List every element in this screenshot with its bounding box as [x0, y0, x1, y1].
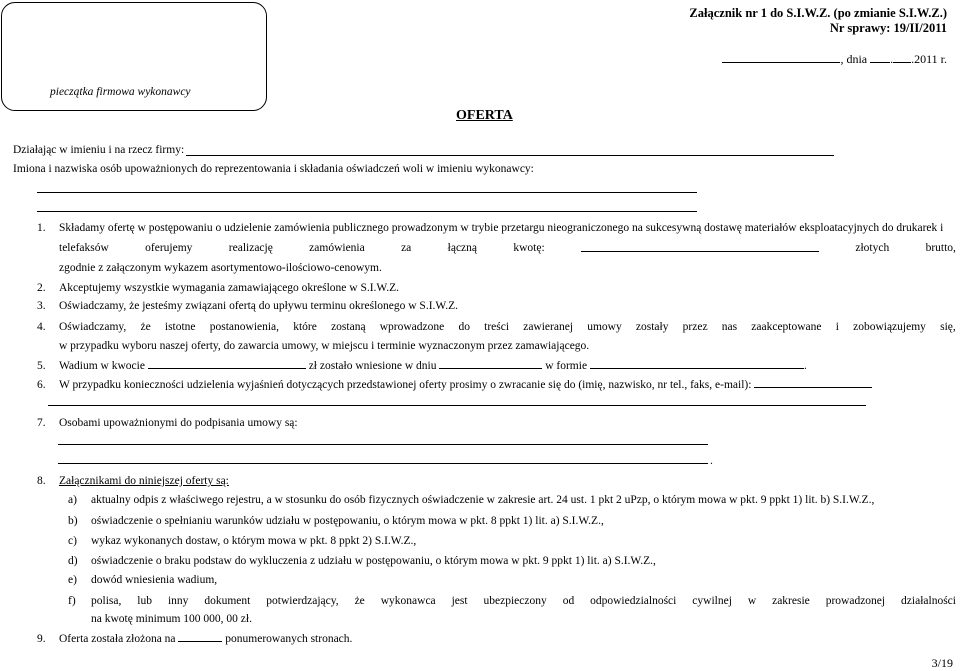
word: Oświadczamy,: [59, 321, 127, 333]
attachment-a: [68, 493, 874, 507]
attachment-letter: a): [68, 494, 77, 506]
word: zaakceptowane: [751, 321, 822, 333]
word: ubezpieczony: [483, 595, 547, 607]
word: zobowiązujemy: [853, 321, 926, 333]
word: dokument: [204, 595, 251, 607]
representatives-blank-2[interactable]: [37, 211, 697, 212]
word: i: [835, 321, 839, 333]
item-5-text-b: zł zostało wniesione w dniu: [308, 360, 437, 372]
representatives-blank-1[interactable]: [37, 192, 697, 193]
word: lub: [137, 595, 152, 607]
word: że: [140, 321, 151, 333]
item-7: [37, 416, 298, 430]
page-count-blank[interactable]: [178, 631, 222, 642]
word: przez: [682, 321, 708, 333]
word: które: [293, 321, 317, 333]
month-blank[interactable]: [893, 52, 911, 63]
attachment-c: [68, 534, 416, 548]
item-1-line1: [37, 221, 956, 235]
item-3-number: 3.: [37, 300, 46, 312]
word: oferujemy: [145, 242, 193, 254]
word: zawieranej: [523, 321, 574, 333]
item-6-text: W przypadku konieczności udzielenia wyjaśnień dotyczących przedstawionej oferty prosimy o zwracanie się do (imię, nazwisko, nr tel., faks, e-mail):: [59, 379, 752, 391]
date-line: [722, 52, 947, 67]
case-number: Nr sprawy: 19/II/2011: [829, 21, 947, 35]
word: istotne: [164, 321, 196, 333]
contact-blank-2[interactable]: [48, 405, 866, 406]
word: wprowadzone: [379, 321, 445, 333]
date-suffix: .2011 r.: [911, 52, 947, 66]
word: zostaną: [331, 321, 366, 333]
attachment-text: wykaz wykonanych dostaw, o którym mowa w pkt. 8 ppkt 2) S.I.W.Z.,: [91, 535, 417, 547]
item-3-text: Oświadczamy, że jesteśmy związani ofertą do upływu terminu określonego w S.I.W.Z.: [59, 300, 458, 312]
word: złotych: [855, 242, 890, 254]
item-9: [37, 631, 352, 646]
word: zakresie: [772, 595, 810, 607]
word: realizację: [228, 242, 273, 254]
word: inny: [167, 595, 189, 607]
word: zamówienia: [309, 242, 365, 254]
signatories-end-dot: .: [710, 455, 713, 467]
item-8: [37, 474, 229, 488]
item-2: [37, 281, 399, 295]
word: cywilnej: [692, 595, 732, 607]
item-1-number: 1.: [37, 222, 46, 234]
item-5-text-c: w formie: [545, 360, 588, 372]
word: do: [458, 321, 470, 333]
item-5-text-a: Wadium w kwocie: [59, 360, 145, 372]
item-8-text: Załącznikami do niniejszej oferty są:: [59, 475, 229, 487]
item-4-line1: [59, 320, 956, 334]
acting-for-label: Działając w imieniu i na rzecz firmy:: [13, 144, 185, 156]
attachment-b: [68, 514, 604, 528]
word: potwierdzający,: [266, 595, 339, 607]
item-3: [37, 299, 458, 313]
attachment-f-line1: [91, 594, 956, 608]
item-4-number: 4.: [37, 321, 46, 333]
word: nas: [721, 321, 738, 333]
item-9-text-a: Oferta została złożona na: [59, 633, 176, 645]
attachment-header: Załącznik nr 1 do S.I.W.Z. (po zmianie S.I.W.Z.): [689, 6, 947, 20]
word: w: [747, 595, 757, 607]
item-8-number: 8.: [37, 475, 46, 487]
word: działalności: [901, 595, 956, 607]
word: się,: [940, 321, 956, 333]
date-dot: .: [890, 52, 894, 66]
word: kwotę:: [513, 242, 545, 254]
item-6-number: 6.: [37, 379, 46, 391]
deposit-form-blank[interactable]: [590, 358, 804, 369]
word: zostały: [635, 321, 669, 333]
word: łączną: [447, 242, 478, 254]
word: umowy: [587, 321, 622, 333]
deposit-date-blank[interactable]: [439, 358, 542, 369]
word: postanowienia,: [209, 321, 280, 333]
attachment-text: dowód wniesienia wadium,: [91, 574, 218, 586]
company-name-blank[interactable]: [186, 155, 834, 156]
contact-blank-1[interactable]: [754, 377, 872, 388]
item-1-text: Składamy ofertę w postępowaniu o udzielenie zamówienia publicznego prowadzonym w trybie przetargu nieograniczonego na sukcesywną dostawę materiałów eksploatacyjnych do drukarek i: [59, 222, 944, 234]
word: od: [562, 595, 575, 607]
page-title: OFERTA: [456, 108, 513, 123]
item-6: [37, 377, 872, 392]
attachment-text: oświadczenie o braku podstaw do wykluczenia z udziału w postępowaniu, o którym mowa w pkt. 9 ppkt 1) lit. a) S.I.W.Z.,: [91, 555, 656, 567]
item-5-end-dot: .: [803, 360, 807, 372]
attachment-letter: c): [68, 535, 77, 547]
item-5-number: 5.: [37, 360, 46, 372]
word: treści: [484, 321, 510, 333]
page-number: 3/19: [931, 656, 953, 670]
item-4-line2: w przypadku wyboru naszej oferty, do zawarcia umowy, w miejscu i terminie wyznaczonym przez zamawiającego.: [59, 340, 590, 352]
word: prowadzonej: [825, 595, 886, 607]
word: telefaksów: [59, 242, 109, 254]
word: odpowiedzialności: [590, 595, 677, 607]
attachment-letter: b): [68, 515, 78, 527]
deposit-amount-blank[interactable]: [148, 358, 306, 369]
stamp-label: pieczątka firmowa wykonawcy: [50, 86, 191, 98]
word: brutto,: [925, 242, 956, 254]
place-blank[interactable]: [722, 52, 840, 63]
item-7-text: Osobami upoważnionymi do podpisania umowy są:: [59, 417, 298, 429]
item-5: [37, 358, 807, 373]
word: jest: [451, 595, 468, 607]
attachment-d: [68, 554, 656, 568]
attachment-f-line2: na kwotę minimum 100 000, 00 zł.: [91, 613, 252, 625]
item-2-text: Akceptujemy wszystkie wymagania zamawiającego określone w S.I.W.Z.: [59, 282, 399, 294]
day-blank[interactable]: [870, 52, 890, 63]
attachment-letter: d): [68, 555, 78, 567]
word: że: [354, 595, 365, 607]
item-9-number: 9.: [37, 633, 46, 645]
attachment-e: [68, 573, 217, 587]
item-7-number: 7.: [37, 417, 46, 429]
word: wykonawca: [380, 595, 436, 607]
item-1-line3: zgodnie z załączonym wykazem asortymentowo-ilościowo-cenowym.: [59, 262, 382, 274]
date-prefix: , dnia: [840, 52, 868, 66]
item-9-text-b: ponumerowanych stronach.: [225, 633, 353, 645]
signatories-blank-1[interactable]: [58, 444, 708, 445]
item-2-number: 2.: [37, 282, 46, 294]
word: za: [401, 242, 412, 254]
attachment-letter: e): [68, 574, 77, 586]
attachment-text: oświadczenie o spełnianiu warunków udziału w postępowaniu, o którym mowa w pkt. 8 ppkt 1) lit. a) S.I.W.Z.,: [91, 515, 604, 527]
attachment-text: aktualny odpis z właściwego rejestru, a w stosunku do osób fizycznych oświadczenie w zakresie art. 24 ust. 1 pkt 2 uPzp, o którym mowa w pkt. 9 ppkt 1) lit. b) S.I.W.Z.,: [91, 494, 875, 506]
representatives-label: Imiona i nazwiska osób upoważnionych do reprezentowania i składania oświadczeń woli w imieniu wykonawcy:: [13, 163, 534, 175]
total-amount-blank[interactable]: [581, 241, 819, 252]
attachment-f-letter: f): [68, 595, 76, 607]
signatories-blank-2[interactable]: [58, 463, 708, 464]
word: polisa,: [91, 595, 122, 607]
item-1-line2: [59, 241, 956, 255]
